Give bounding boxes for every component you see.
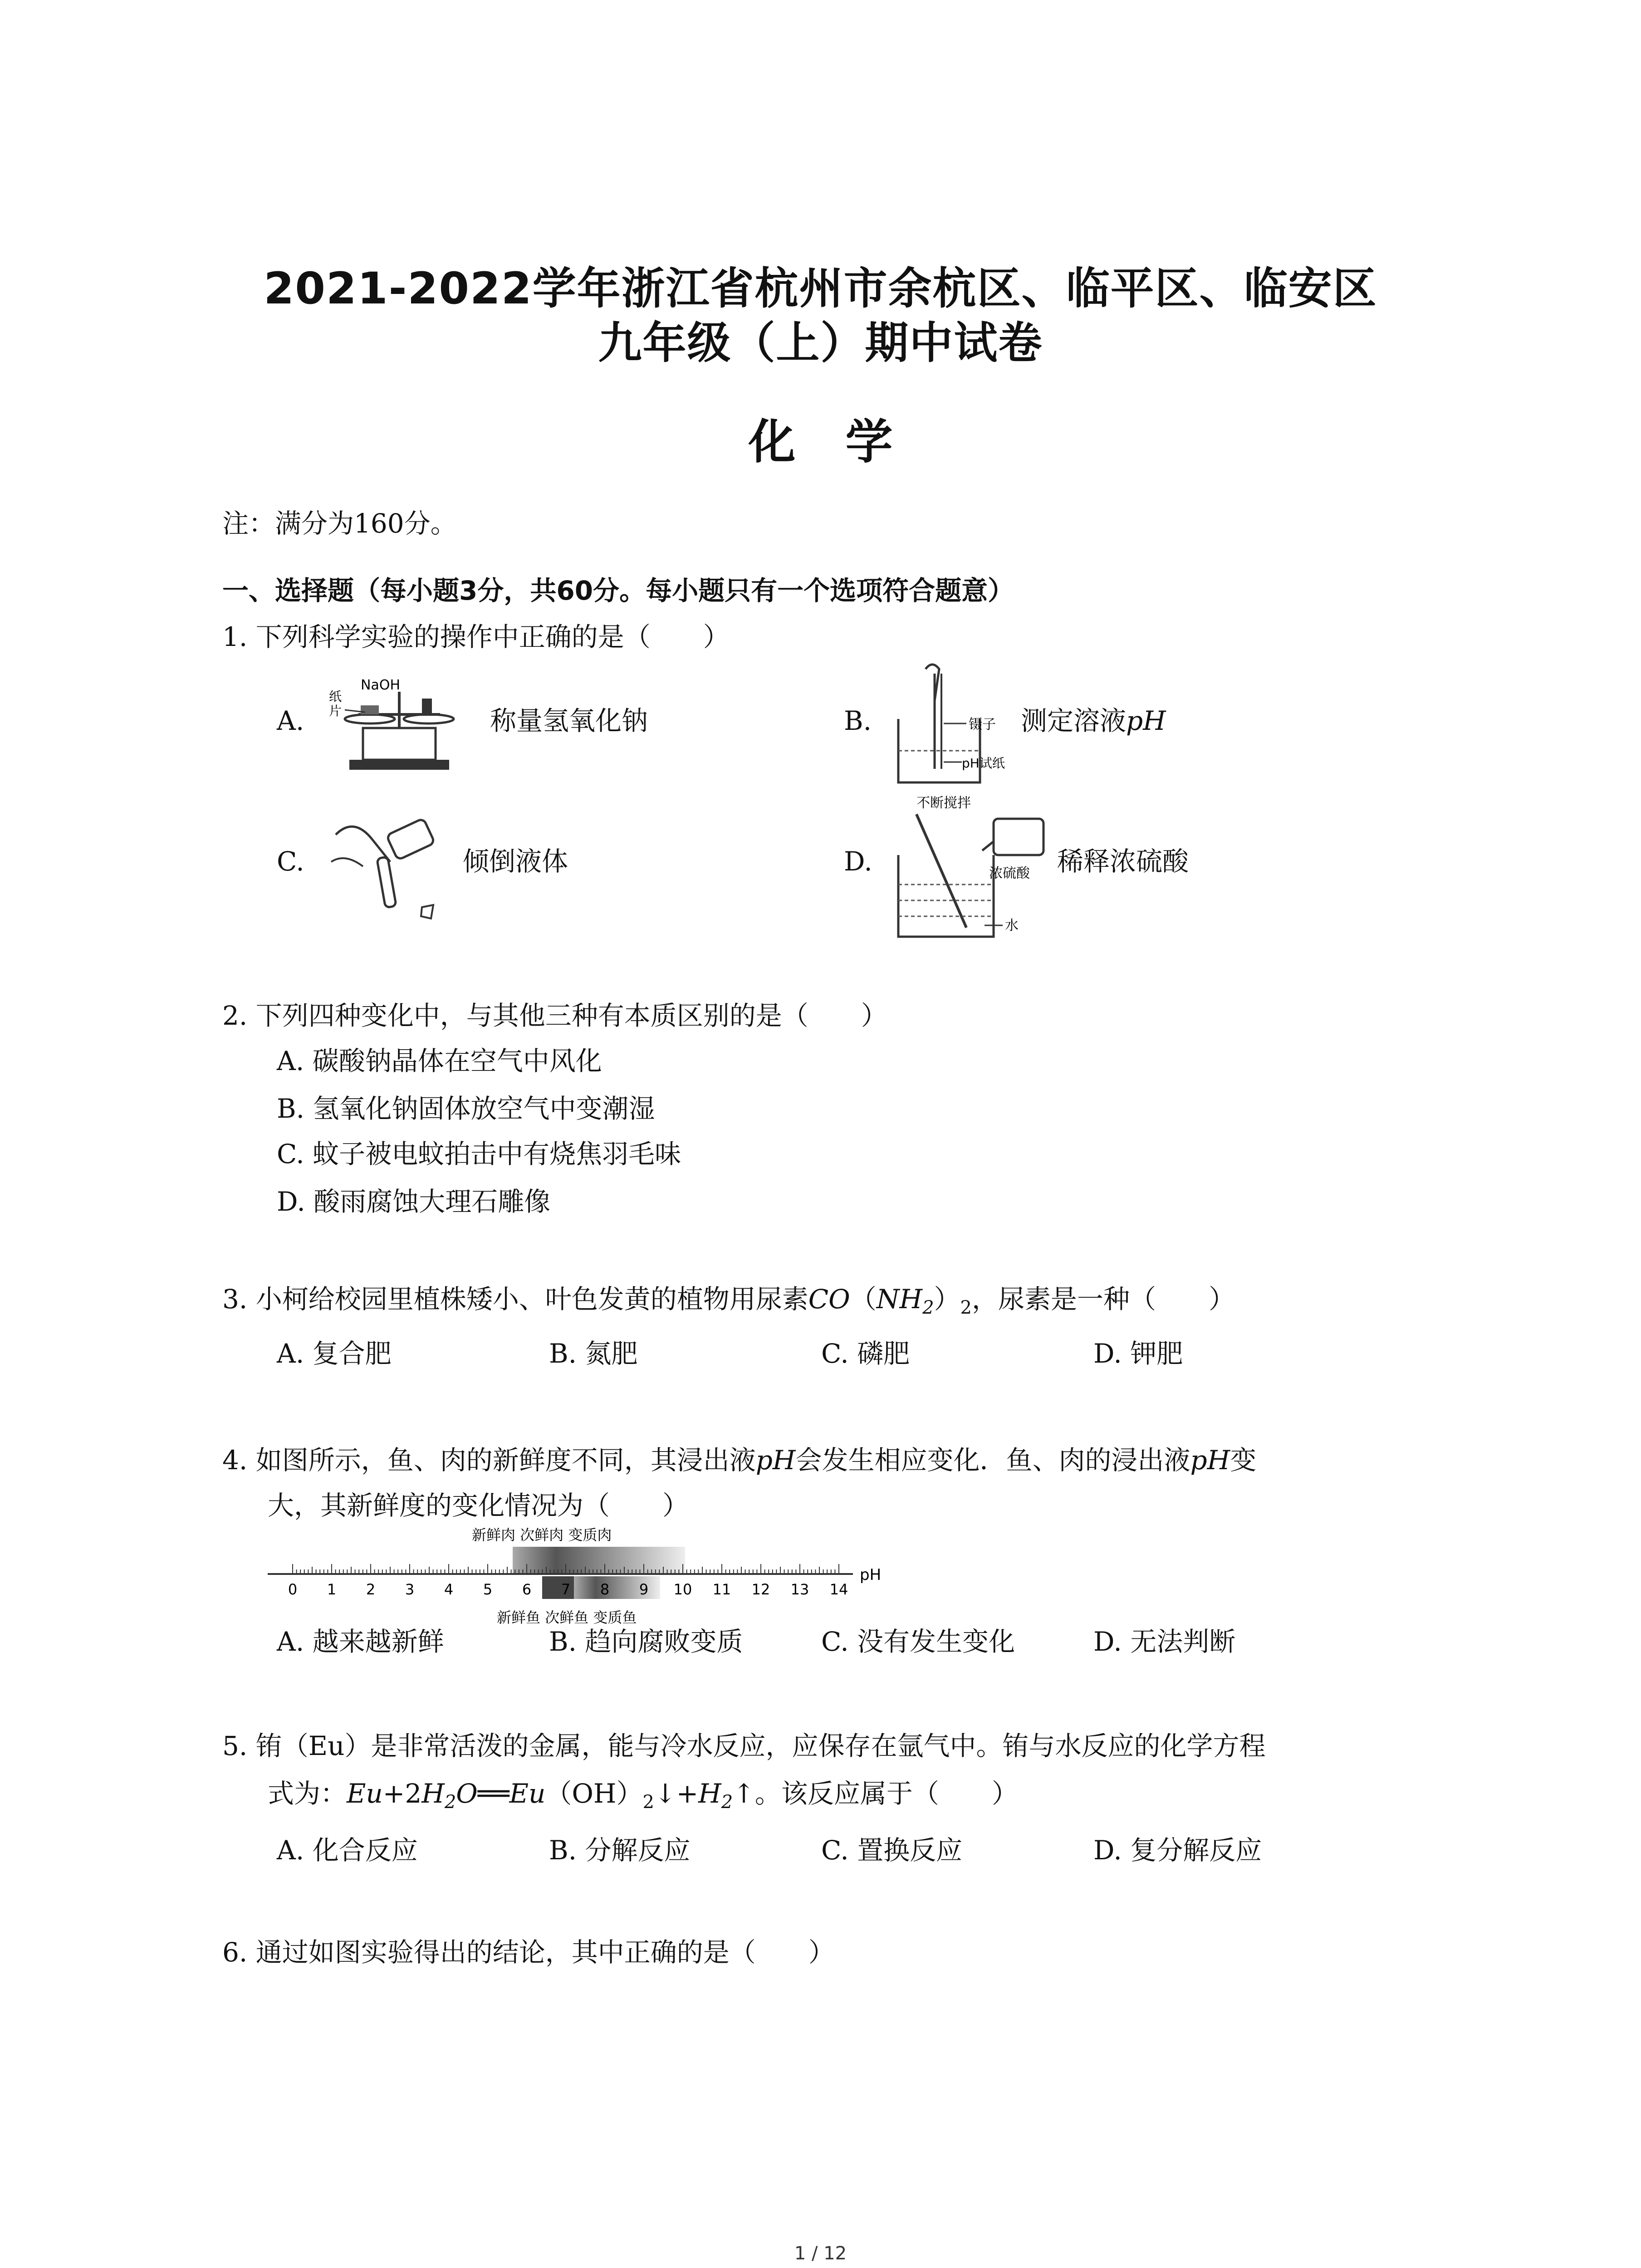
fish-label: 新鲜鱼 次鲜鱼 变质鱼	[497, 1609, 637, 1626]
q5-line1: 5. 铕（Eu）是非常活泼的金属，能与冷水反应，应保存在氩气中。铕与水反应的化学方程	[222, 1730, 1266, 1761]
q4-option-a: A. 越来越新鲜	[277, 1626, 444, 1657]
subject-title: 化学	[748, 414, 943, 469]
q1-option-b-text: 测定溶液pH	[1021, 705, 1166, 736]
stir-label: 不断搅拌	[916, 795, 971, 811]
q1-option-c-letter: C.	[277, 846, 304, 877]
q4-line2: 大，其新鲜度的变化情况为（ ）	[268, 1490, 689, 1521]
q5-option-b: B. 分解反应	[549, 1835, 691, 1866]
q4-option-b: B. 趋向腐败变质	[549, 1626, 743, 1657]
q1-option-b-letter: B.	[844, 705, 872, 736]
page-number: 1 / 12	[794, 2243, 847, 2264]
tick-label: 10	[673, 1581, 692, 1598]
tick-label: 1	[327, 1581, 337, 1598]
paper-label-2: 片	[329, 704, 342, 719]
q2-option-d: D. 酸雨腐蚀大理石雕像	[277, 1186, 551, 1217]
tick-label: 14	[829, 1581, 848, 1598]
balance-figure	[322, 674, 472, 778]
q5-option-c: C. 置换反应	[821, 1835, 963, 1866]
tick-label: 12	[751, 1581, 770, 1598]
q5-line2: 式为：$Eu+2H_2O══Eu(OH)_2↓+H_2↑$。该反应属于（ ）	[268, 1778, 1018, 1813]
tick-label: 8	[600, 1581, 610, 1598]
q3-option-a: A. 复合肥	[277, 1338, 392, 1369]
tick-label: 6	[522, 1581, 532, 1598]
q2-option-c: C. 蚊子被电蚊拍击中有烧焦羽毛味	[277, 1139, 681, 1169]
tick-label: 3	[405, 1581, 415, 1598]
q2-stem: 2. 下列四种变化中，与其他三种有本质区别的是（ ）	[222, 1000, 887, 1031]
scale-ticks	[293, 1564, 839, 1574]
q4-option-c: C. 没有发生变化	[821, 1626, 1015, 1657]
q1-option-d-letter: D.	[844, 846, 872, 877]
tick-label: 5	[483, 1581, 493, 1598]
q5-option-d: D. 复分解反应	[1093, 1835, 1262, 1866]
naoh-label: NaOH	[361, 677, 400, 693]
pouring-liquid-figure	[318, 807, 454, 925]
score-note: 注：满分为160分。	[222, 508, 457, 539]
meat-label: 新鲜肉 次鲜肉 变质肉	[472, 1526, 612, 1544]
tick-label: 4	[444, 1581, 454, 1598]
tick-label: 11	[712, 1581, 731, 1598]
conc-acid-label: 浓硫酸	[989, 865, 1030, 881]
q6-stem: 6. 通过如图实验得出的结论，其中正确的是（ ）	[222, 1937, 835, 1968]
tick-label: 7	[561, 1581, 571, 1598]
ph-test-figure	[889, 660, 1034, 787]
q1-stem: 1. 下列科学实验的操作中正确的是（ ）	[222, 621, 730, 652]
water-label: 水	[1005, 918, 1019, 934]
tick-label: 9	[639, 1581, 649, 1598]
dilution-figure	[889, 792, 1062, 943]
q2-option-b: B. 氢氧化钠固体放空气中变潮湿	[277, 1093, 655, 1124]
q3-option-b: B. 氮肥	[549, 1338, 638, 1369]
q3-option-c: C. 磷肥	[821, 1338, 910, 1369]
q1-option-a-text: 称量氢氧化钠	[490, 705, 648, 736]
tweezers-label: 镊子	[969, 717, 996, 733]
tick-label: 0	[288, 1581, 298, 1598]
ph-unit-label: pH	[860, 1566, 882, 1584]
ph-freshness-scale	[268, 1526, 898, 1631]
page-title-line2: 九年级（上）期中试卷	[598, 318, 1043, 368]
q4-option-d: D. 无法判断	[1093, 1626, 1236, 1657]
q3-option-d: D. 钾肥	[1093, 1338, 1183, 1369]
q1-option-a-letter: A.	[277, 705, 304, 736]
q4-line1: 4. 如图所示，鱼、肉的新鲜度不同，其浸出液pH会发生相应变化．鱼、肉的浸出液pH变	[222, 1445, 1257, 1476]
q1-option-d-text: 稀释浓硫酸	[1057, 846, 1189, 877]
q2-option-a: A. 碳酸钠晶体在空气中风化	[277, 1046, 602, 1076]
tick-label: 13	[790, 1581, 809, 1598]
q3-stem: 3. 小柯给校园里植株矮小、叶色发黄的植物用尿素$CO(NH_2)_2$，尿素是一种（ ）	[222, 1284, 1235, 1318]
paper-label-1: 纸	[329, 689, 342, 704]
ph-paper-label: pH试纸	[962, 756, 1005, 771]
q1-option-c-text: 倾倒液体	[463, 846, 568, 877]
q5-option-a: A. 化合反应	[277, 1835, 418, 1866]
section-heading: 一、选择题（每小题3分，共60分。每小题只有一个选项符合题意）	[222, 575, 1014, 606]
page-title-line1: 2021-2022学年浙江省杭州市余杭区、临平区、临安区	[264, 263, 1377, 314]
tick-label: 2	[366, 1581, 376, 1598]
